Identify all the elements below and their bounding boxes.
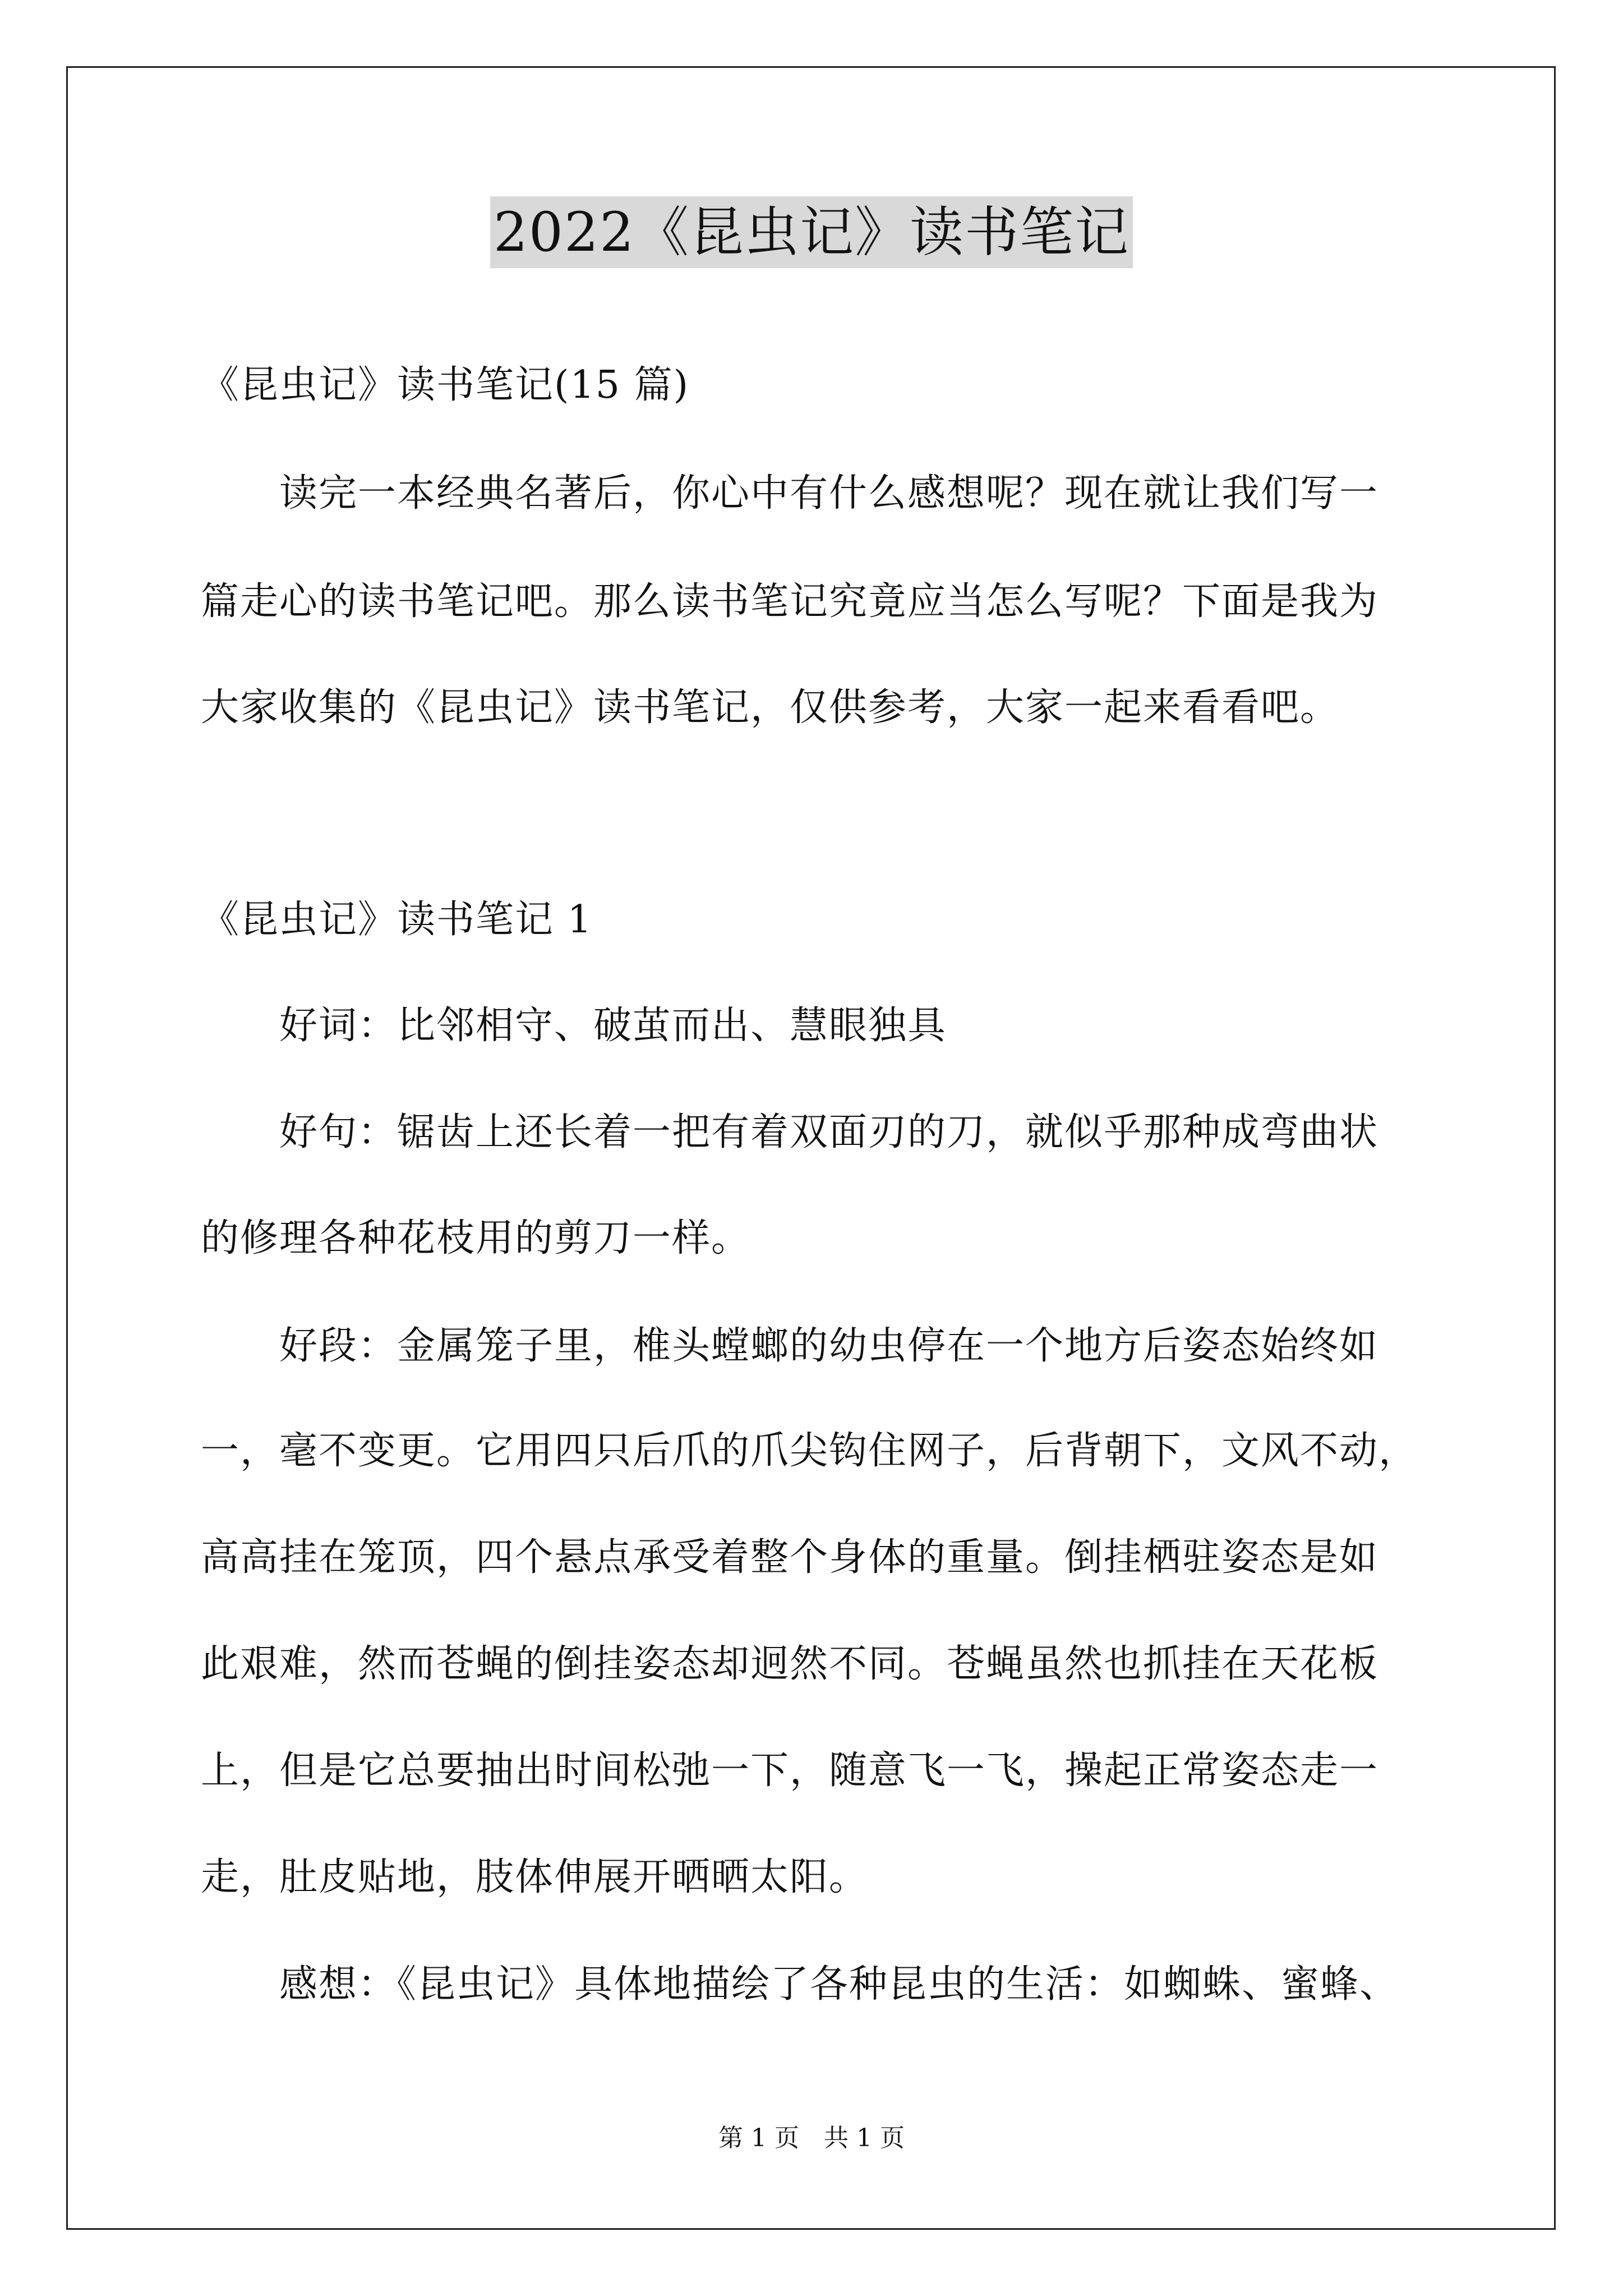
good-words-line: 好词：比邻相守、破茧而出、慧眼独具 <box>279 1004 947 1048</box>
good-paragraph-line-6: 走，肚皮贴地，肢体伸展开晒晒太阳。 <box>201 1855 869 1899</box>
good-sentence-line-1: 好句：锯齿上还长着一把有着双面刃的刀，就似乎那种成弯曲状 <box>279 1110 1379 1154</box>
good-paragraph-line-2: 一，毫不变更。它用四只后爪的爪尖钩住网子，后背朝下，文风不动， <box>201 1429 1418 1473</box>
document-title: 2022《昆虫记》读书笔记 <box>490 196 1133 268</box>
section-heading-1: 《昆虫记》读书笔记 1 <box>201 898 593 942</box>
intro-line-2: 篇走心的读书笔记吧。那么读书笔记究竟应当怎么写呢？下面是我为 <box>201 579 1379 624</box>
intro-line-1: 读完一本经典名著后，你心中有什么感想呢？现在就让我们写一 <box>279 471 1379 516</box>
title-container <box>0 196 1623 268</box>
page-number: 第 1 页 <box>718 2124 799 2152</box>
intro-line-3: 大家收集的《昆虫记》读书笔记，仅供参考，大家一起来看看吧。 <box>201 685 1340 730</box>
reflection-line-1: 感想：《昆虫记》具体地描绘了各种昆虫的生活：如蜘蛛、蜜蜂、 <box>279 1962 1399 2007</box>
good-paragraph-line-1: 好段：金属笼子里，椎头螳螂的幼虫停在一个地方后姿态始终如 <box>279 1324 1379 1368</box>
good-paragraph-line-4: 此艰难，然而苍蝇的倒挂姿态却迥然不同。苍蝇虽然也抓挂在天花板 <box>201 1642 1379 1686</box>
page-total: 共 1 页 <box>824 2124 905 2152</box>
good-paragraph-line-3: 高高挂在笼顶，四个悬点承受着整个身体的重量。倒挂栖驻姿态是如 <box>201 1535 1379 1580</box>
collection-heading: 《昆虫记》读书笔记(15 篇) <box>201 363 690 407</box>
good-paragraph-line-5: 上，但是它总要抽出时间松弛一下，随意飞一飞，操起正常姿态走一 <box>201 1749 1379 1793</box>
good-sentence-line-2: 的修理各种花枝用的剪刀一样。 <box>201 1216 751 1260</box>
page-footer <box>0 2122 1623 2155</box>
